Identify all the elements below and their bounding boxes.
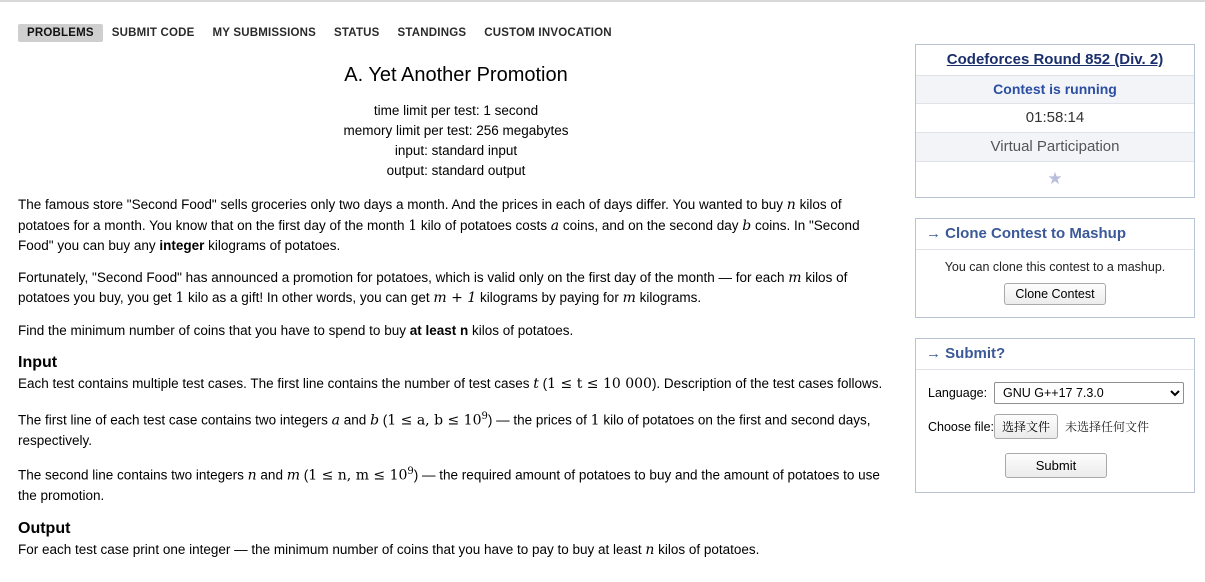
nav-items	[18, 24, 621, 42]
text-fragment: (	[299, 467, 309, 483]
language-label: Language:	[928, 386, 988, 400]
nav-item-problems[interactable]: PROBLEMS	[18, 24, 103, 42]
math-m: m	[622, 290, 636, 306]
contest-info-box	[915, 44, 1195, 198]
text-fragment: and	[256, 467, 287, 483]
text-fragment: coins. In "Second Food" you can buy any	[18, 217, 860, 253]
submit-heading: → Submit?	[916, 339, 1194, 370]
problem-statement	[18, 52, 894, 560]
text-fragment: The second line contains two integers	[18, 467, 248, 483]
nav-item-custom-invocation[interactable]: CUSTOM INVOCATION	[484, 27, 612, 39]
nav-item-submit-code[interactable]: SUBMIT CODE	[111, 27, 195, 39]
math-exponent: 9	[481, 410, 488, 422]
file-row	[928, 414, 1184, 439]
text-fragment: kilo of potatoes costs	[417, 217, 551, 233]
text-fragment: ). Description of the test cases follows.	[651, 376, 883, 391]
text-fragment: kilos of potatoes for a month. You know that on the first day of the month	[18, 197, 842, 233]
emphasis-at-least-n: at least n	[409, 322, 469, 338]
math-one: 1	[408, 217, 418, 234]
clone-contest-heading: → Clone Contest to Mashup	[916, 219, 1194, 250]
submit-form	[916, 370, 1194, 492]
text-fragment: For each test case print one integer — the minimum number of coins that you have to pay to buy at least	[18, 541, 646, 557]
text-fragment: kilos of potatoes you buy, you get	[18, 269, 848, 305]
text-fragment: ) — the prices of	[487, 412, 591, 427]
contest-status: Contest is running	[916, 76, 1194, 104]
math-n: n	[786, 197, 796, 213]
favourite-row	[916, 162, 1194, 197]
math-m-plus-1: m + 1	[433, 290, 477, 306]
problem-input-spec: input: standard input	[394, 143, 518, 158]
sidebar	[915, 44, 1195, 513]
math-n: n	[645, 541, 655, 558]
star-icon[interactable]: ★	[1047, 169, 1063, 188]
text-fragment: (	[538, 376, 548, 391]
text-fragment: The famous store "Second Food" sells groceries only two days a month. And the prices in each of days differ. You wanted to buy	[18, 197, 787, 212]
text-fragment: kilo of potatoes on the first and second days, respectively.	[18, 412, 871, 448]
contest-title-link[interactable]: Codeforces Round 852 (Div. 2)	[946, 51, 1164, 68]
contest-timer: 01:58:14	[916, 104, 1194, 133]
section-heading-output: Output	[18, 519, 71, 537]
choose-file-button[interactable]: 选择文件	[994, 414, 1058, 439]
clone-contest-text: You can clone this contest to a mashup.	[944, 260, 1166, 274]
top-navigation-bar	[0, 0, 1205, 46]
math-ab-range: 1 ≤ a, b ≤ 10	[387, 412, 482, 428]
input-paragraph-1	[18, 374, 894, 395]
nav-item-my-submissions[interactable]: MY SUBMISSIONS	[212, 27, 317, 39]
statement-paragraph-2	[18, 268, 894, 309]
text-fragment: kilograms of potatoes.	[204, 238, 341, 253]
selected-file-name: 未选择任何文件	[1065, 420, 1150, 434]
nav-item-status[interactable]: STATUS	[334, 27, 380, 39]
text-fragment: Fortunately, "Second Food" has announced a promotion for potatoes, which is valid only on the first day of the month — for each	[18, 269, 789, 285]
math-m: m	[788, 269, 802, 286]
choose-file-label: Choose file:	[928, 419, 995, 434]
text-fragment: and	[340, 412, 371, 427]
problem-memory-limit: memory limit per test: 256 megabytes	[343, 123, 569, 138]
statement-paragraph-3	[18, 321, 894, 341]
input-paragraph-3	[18, 462, 894, 506]
text-fragment: kilograms.	[635, 290, 702, 305]
language-select[interactable]	[994, 382, 1184, 404]
clone-contest-body	[916, 250, 1194, 317]
output-paragraph-1	[18, 540, 894, 561]
submit-box	[915, 338, 1195, 493]
math-one: 1	[175, 290, 185, 306]
math-b: b	[370, 412, 380, 428]
text-fragment: Each test contains multiple test cases. The first line contains the number of test cases	[18, 376, 534, 391]
text-fragment: ) — the required amount of potatoes to buy and the amount of potatoes to use the promotion.	[18, 467, 880, 503]
math-one: 1	[590, 412, 600, 428]
math-m: m	[286, 467, 300, 484]
clone-contest-button[interactable]: Clone Contest	[1004, 283, 1105, 305]
math-t-range: 1 ≤ t ≤ 10 000	[547, 376, 652, 392]
text-fragment: The first line of each test case contains two integers	[18, 412, 332, 427]
text-fragment: coins, and on the second day	[559, 217, 743, 233]
nav-item-standings[interactable]: STANDINGS	[397, 27, 467, 39]
text-fragment: kilo as a gift! In other words, you can get	[184, 290, 434, 305]
clone-contest-box	[915, 218, 1195, 318]
page-title: A. Yet Another Promotion	[344, 64, 568, 86]
math-n: n	[247, 467, 257, 484]
text-fragment: kilos of potatoes.	[654, 541, 760, 557]
math-nm-range: 1 ≤ n, m ≤ 10	[308, 467, 408, 484]
math-a: a	[550, 217, 560, 234]
submit-button-wrap	[928, 453, 1184, 478]
math-a: a	[331, 412, 341, 428]
text-fragment: (	[379, 412, 388, 427]
submit-button[interactable]: Submit	[1005, 453, 1107, 478]
math-t: t	[533, 376, 539, 392]
problem-time-limit: time limit per test: 1 second	[373, 103, 539, 118]
problem-output-spec: output: standard output	[386, 163, 526, 178]
math-exponent: 9	[407, 466, 414, 477]
text-fragment: kilos of potatoes.	[468, 322, 574, 338]
math-b: b	[742, 217, 752, 234]
contest-title	[916, 45, 1194, 76]
emphasis-integer: integer	[159, 238, 205, 253]
statement-paragraph-1	[18, 195, 894, 256]
text-fragment: kilograms by paying for	[476, 290, 623, 305]
text-fragment: Find the minimum number of coins that you have to spend to buy	[18, 322, 410, 338]
section-heading-input: Input	[18, 354, 58, 371]
virtual-participation-label: Virtual Participation	[916, 133, 1194, 162]
problem-header	[18, 64, 894, 181]
language-row	[928, 382, 1184, 404]
input-paragraph-2	[18, 407, 894, 451]
